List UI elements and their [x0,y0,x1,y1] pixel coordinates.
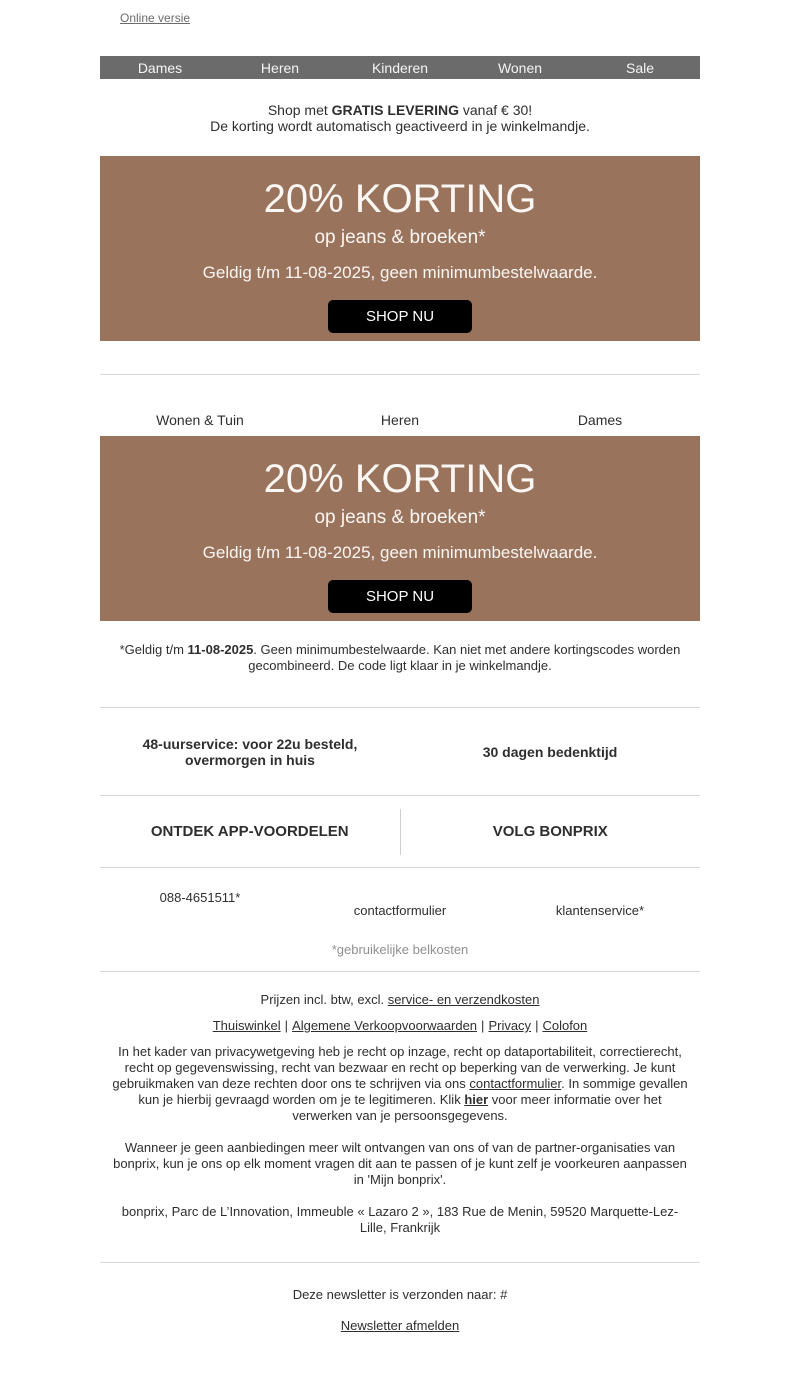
promo-line1-prefix: Shop met [267,102,332,118]
app-benefits-link[interactable]: ONTDEK APP-VOORDELEN [150,823,349,840]
promo-line-1 [100,102,700,118]
services-row [100,708,700,795]
privacy-paragraph [111,1044,689,1124]
terms-link[interactable]: Algemene Verkoopvoorwaarden [292,1018,478,1033]
promo-banner-top [100,156,700,341]
thuiswinkel-link[interactable]: Thuiswinkel [212,1018,281,1033]
disclaimer-prefix: *Geldig t/m [119,642,188,657]
service-return-label: 30 dagen bedenktijd [482,743,618,760]
privacy-text-3: voor meer informatie over het verwerken van je persoonsgegevens. [292,1092,662,1123]
privacy-text-1: In het kader van privacywetgeving heb je recht op inzage, recht op dataportabiliteit, correctierecht, recht op gegevenswissing, recht van bezwaar en recht op beperking van de verwerking. Je kunt gebruikmaken van deze rechten door ons te schrijven via ons [112,1044,682,1091]
footer [100,992,700,1374]
promo-header [100,102,700,134]
follow-bonprix-link[interactable]: VOLG BONPRIX [492,823,608,840]
privacy-hier-link[interactable]: hier [464,1092,489,1107]
prices-line [100,992,700,1008]
category-navbar [100,56,700,79]
disclaimer-suffix: . Geen minimumbestelwaarde. Kan niet met andere kortingscodes worden gecombineerd. De code ligt klaar in je winkelmandje. [248,642,681,673]
shipping-costs-link[interactable]: service- en verzendkosten [387,992,540,1007]
banner-subtitle: op jeans & broeken* [314,507,486,528]
newsletter-body [100,0,700,1374]
banner-validity: Geldig t/m 11-08-2025, geen minimumbestelwaarde. [202,543,598,562]
contact-phone-link[interactable]: 088-4651511* [159,890,241,905]
disclaimer-date: 11-08-2025 [187,642,254,657]
category-links-row [100,412,700,428]
online-version-link[interactable]: Online versie [120,11,191,25]
promo-line1-bold: GRATIS LEVERING [331,102,459,118]
promo-disclaimer [110,642,690,674]
promo-line1-suffix: vanaf € 30! [458,102,533,118]
divider [100,374,700,375]
link-separator: | [284,1018,289,1033]
privacy-text-2: . In sommige gevallen kun je hierbij gevraagd worden om je te legitimeren. Klik [138,1076,688,1107]
app-social-row [100,796,700,867]
service-48h [100,736,400,768]
divider [100,971,700,972]
privacy-contactform-link[interactable]: contactformulier [469,1076,562,1091]
sent-to-line: Deze newsletter is verzonden naar: # [292,1287,508,1302]
legal-links-row [100,1018,700,1034]
call-cost-note: *gebruikelijke belkosten [331,942,469,957]
category-link-heren[interactable]: Heren [380,412,420,428]
banner-title: 20% KORTING [263,457,537,501]
unsubscribe-row [100,1318,700,1374]
contact-form-link[interactable]: contactformulier [353,903,447,918]
nav-item-heren[interactable]: Heren [260,59,300,76]
category-link-wonen-tuin[interactable]: Wonen & Tuin [156,412,244,428]
banner-title: 20% KORTING [263,177,537,221]
company-address: bonprix, Parc de L’Innovation, Immeuble « Lazaro 2 », 183 Rue de Menin, 59520 Marquette-Lez-Lille, Frankrijk [121,1204,679,1235]
customer-service-link[interactable]: klantenservice* [555,903,645,918]
service-48h-label: 48-uurservice: voor 22u besteld, overmorgen in huis [142,735,358,768]
category-link-dames[interactable]: Dames [577,412,623,428]
link-separator: | [535,1018,539,1033]
banner-subtitle: op jeans & broeken* [314,227,486,248]
prices-prefix: Prijzen incl. btw, excl. [260,992,388,1007]
online-version-row [100,0,700,25]
nav-item-sale[interactable]: Sale [625,59,655,76]
nav-item-kinderen[interactable]: Kinderen [371,59,429,76]
unsubscribe-link[interactable]: Newsletter afmelden [340,1318,460,1333]
service-return [400,744,700,760]
contact-section [100,868,700,971]
privacy-link[interactable]: Privacy [488,1018,532,1033]
contact-columns [100,868,700,918]
divider [100,1262,700,1263]
nav-item-dames[interactable]: Dames [137,59,183,76]
link-separator: | [481,1018,485,1033]
nav-item-wonen[interactable]: Wonen [497,59,543,76]
colofon-link[interactable]: Colofon [542,1018,588,1033]
promo-line-2: De korting wordt automatisch geactiveerd in je winkelmandje. [210,118,590,134]
optout-paragraph: Wanneer je geen aanbiedingen meer wilt ontvangen van ons of van de partner-organisaties van bonprix, kun je ons op elk moment vragen dit aan te passen of je kunt zelf je voorkeuren aanpassen in 'Mijn bonprix'. [113,1140,687,1187]
shop-nu-button[interactable]: SHOP NU [328,580,472,613]
banner-validity: Geldig t/m 11-08-2025, geen minimumbestelwaarde. [202,263,598,282]
promo-banner-bottom [100,436,700,621]
shop-nu-button[interactable]: SHOP NU [328,300,472,333]
